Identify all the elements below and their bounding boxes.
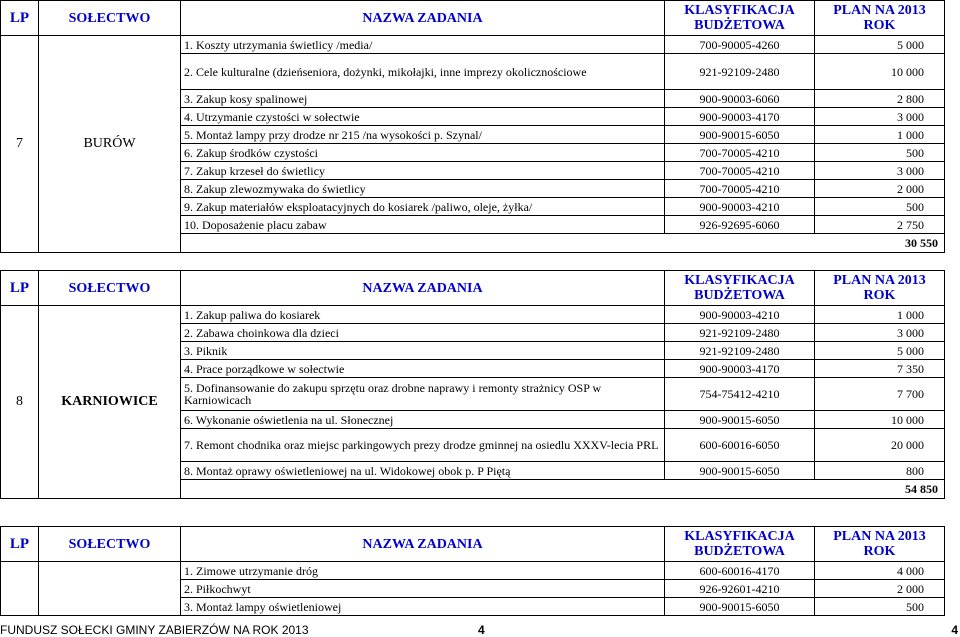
plan-cell: 800: [815, 462, 945, 480]
klas-cell: 921-92109-2480: [665, 342, 815, 360]
task-cell: 6. Zakup środków czystości: [181, 144, 665, 162]
header-nazwa: NAZWA ZADANIA: [181, 527, 665, 562]
task-cell: 10. Doposażenie placu zabaw: [181, 216, 665, 234]
solectwo-cell: BURÓW: [39, 36, 181, 253]
plan-cell: 5 000: [815, 342, 945, 360]
table-header: [1, 271, 945, 306]
klas-cell: 900-90015-6050: [665, 411, 815, 429]
lp-cell: [1, 562, 39, 616]
task-cell: 6. Wykonanie oświetlenia na ul. Słonecznej: [181, 411, 665, 429]
klas-cell: 700-70005-4210: [665, 162, 815, 180]
plan-cell: 5 000: [815, 36, 945, 54]
klas-cell: 900-90003-4170: [665, 108, 815, 126]
klas-cell: 900-90003-4210: [665, 306, 815, 324]
header-lp: LP: [1, 1, 39, 36]
plan-cell: 7 700: [815, 378, 945, 411]
plan-cell: 500: [815, 144, 945, 162]
header-klasyfikacja: KLASYFIKACJA BUDŻETOWA: [665, 1, 815, 36]
table-row: [1, 562, 945, 580]
klas-cell: 600-60016-6050: [665, 429, 815, 462]
task-cell: 4. Prace porządkowe w sołectwie: [181, 360, 665, 378]
header-solectwo: SOŁECTWO: [39, 527, 181, 562]
solectwo-cell: [39, 562, 181, 616]
header-solectwo: SOŁECTWO: [39, 271, 181, 306]
klas-cell: 700-70005-4210: [665, 144, 815, 162]
table-row: [1, 36, 945, 54]
plan-cell: 1 000: [815, 306, 945, 324]
klas-cell: 926-92601-4210: [665, 580, 815, 598]
header-nazwa: NAZWA ZADANIA: [181, 1, 665, 36]
task-cell: 2. Piłkochwyt: [181, 580, 665, 598]
task-cell: 7. Zakup krzeseł do świetlicy: [181, 162, 665, 180]
klas-cell: 600-60016-4170: [665, 562, 815, 580]
plan-cell: 2 000: [815, 180, 945, 198]
task-cell: 9. Zakup materiałów eksploatacyjnych do kosiarek /paliwo, oleje, żyłka/: [181, 198, 665, 216]
plan-cell: 3 000: [815, 324, 945, 342]
task-cell: 8. Montaż oprawy oświetleniowej na ul. Widokowej obok p. P Piętą: [181, 462, 665, 480]
task-cell: 3. Montaż lampy oświetleniowej: [181, 598, 665, 616]
total-cell: 30 550: [181, 234, 945, 253]
page-footer: [0, 623, 960, 636]
table-next: [0, 526, 945, 616]
task-cell: 2. Zabawa choinkowa dla dzieci: [181, 324, 665, 342]
solectwo-cell: KARNIOWICE: [39, 306, 181, 499]
header-plan: PLAN NA 2013 ROK: [815, 1, 945, 36]
klas-cell: 754-75412-4210: [665, 378, 815, 411]
footer-title: FUNDUSZ SOŁECKI GMINY ZABIERZÓW NA ROK 2013: [0, 623, 309, 637]
plan-cell: 500: [815, 598, 945, 616]
plan-cell: 1 000: [815, 126, 945, 144]
task-cell: 7. Remont chodnika oraz miejsc parkingowych prezy drodze gminnej na osiedlu XXXV-lecia PRL: [181, 429, 665, 462]
plan-cell: 10 000: [815, 54, 945, 90]
plan-cell: 2 750: [815, 216, 945, 234]
table-header: [1, 527, 945, 562]
header-lp: LP: [1, 527, 39, 562]
klas-cell: 900-90015-6050: [665, 462, 815, 480]
klas-cell: 700-90005-4260: [665, 36, 815, 54]
klas-cell: 900-90003-4170: [665, 360, 815, 378]
footer-page-number: 4: [478, 623, 485, 637]
header-lp: LP: [1, 271, 39, 306]
plan-cell: 2 800: [815, 90, 945, 108]
plan-cell: 3 000: [815, 108, 945, 126]
task-cell: 1. Zimowe utrzymanie dróg: [181, 562, 665, 580]
klas-cell: 900-90015-6050: [665, 598, 815, 616]
klas-cell: 900-90015-6050: [665, 126, 815, 144]
task-cell: 1. Zakup paliwa do kosiarek: [181, 306, 665, 324]
plan-cell: 20 000: [815, 429, 945, 462]
header-plan: PLAN NA 2013 ROK: [815, 527, 945, 562]
task-cell: 2. Cele kulturalne (dzieńseniora, dożynki, mikołajki, inne imprezy okolicznościowe: [181, 54, 665, 90]
task-cell: 8. Zakup zlewozmywaka do świetlicy: [181, 180, 665, 198]
plan-cell: 4 000: [815, 562, 945, 580]
klas-cell: 921-92109-2480: [665, 324, 815, 342]
task-cell: 5. Dofinansowanie do zakupu sprzętu oraz drobne naprawy i remonty strażnicy OSP w Karniowicach: [181, 378, 665, 411]
task-cell: 1. Koszty utrzymania świetlicy /media/: [181, 36, 665, 54]
plan-cell: 2 000: [815, 580, 945, 598]
footer-page-number-right: 4: [951, 623, 958, 637]
header-klasyfikacja: KLASYFIKACJA BUDŻETOWA: [665, 271, 815, 306]
lp-cell: 7: [1, 36, 39, 253]
plan-cell: 500: [815, 198, 945, 216]
table-karniowice: [0, 270, 945, 499]
table-row: [1, 306, 945, 324]
klas-cell: 900-90003-6060: [665, 90, 815, 108]
plan-cell: 7 350: [815, 360, 945, 378]
klas-cell: 900-90003-4210: [665, 198, 815, 216]
task-cell: 4. Utrzymanie czystości w sołectwie: [181, 108, 665, 126]
task-cell: 3. Zakup kosy spalinowej: [181, 90, 665, 108]
header-solectwo: SOŁECTWO: [39, 1, 181, 36]
klas-cell: 921-92109-2480: [665, 54, 815, 90]
table-burow: [0, 0, 945, 253]
task-cell: 3. Piknik: [181, 342, 665, 360]
header-nazwa: NAZWA ZADANIA: [181, 271, 665, 306]
table-header: [1, 1, 945, 36]
lp-cell: 8: [1, 306, 39, 499]
header-plan: PLAN NA 2013 ROK: [815, 271, 945, 306]
plan-cell: 3 000: [815, 162, 945, 180]
task-cell: 5. Montaż lampy przy drodze nr 215 /na wysokości p. Szynal/: [181, 126, 665, 144]
header-klasyfikacja: KLASYFIKACJA BUDŻETOWA: [665, 527, 815, 562]
total-cell: 54 850: [181, 480, 945, 499]
klas-cell: 926-92695-6060: [665, 216, 815, 234]
plan-cell: 10 000: [815, 411, 945, 429]
klas-cell: 700-70005-4210: [665, 180, 815, 198]
